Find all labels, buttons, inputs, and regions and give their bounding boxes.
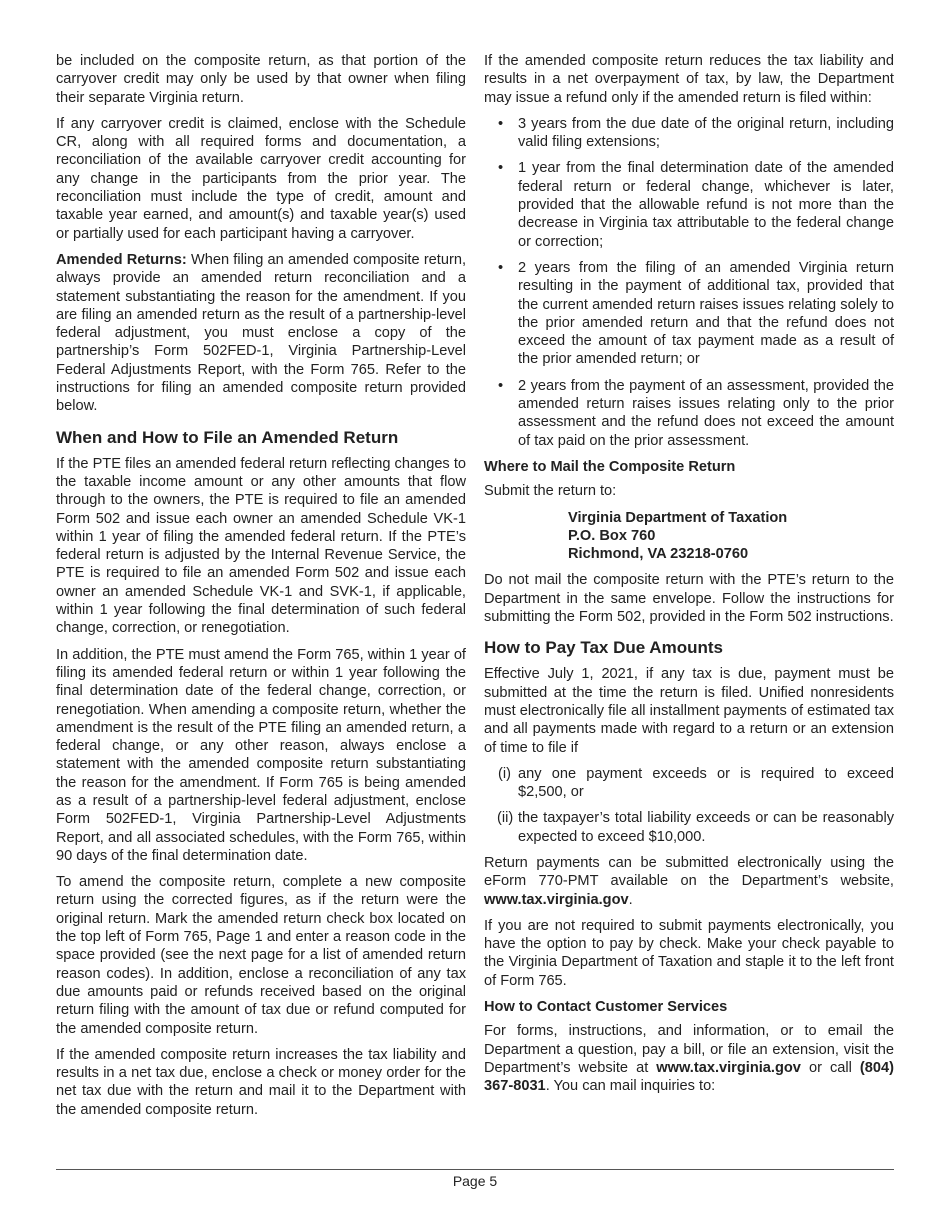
mailing-address	[568, 509, 894, 564]
paragraph-to-amend: To amend the composite return, complete a new composite return using the corrected figures, as if the return were the original return. Mark the amended return check box located on the top left of Form 765, Page 1 and enter a reason code in the space provided (see the next page for a list of amended return reason codes). In addition, enclose a reconciliation of any tax due amounts paid or refunds received based on the original return filing with the amount of tax due or refund computed for the amended composite return.	[56, 874, 466, 1037]
text-segment: .	[628, 891, 633, 908]
paragraph-submit: Submit the return to:	[484, 483, 617, 500]
heading-contact: How to Contact Customer Services	[484, 999, 728, 1016]
text-segment: or call	[800, 1059, 860, 1076]
paragraph-do-not-mail: Do not mail the composite return with the PTE’s return to the Department in the same envelope. Follow the instructions for submitting the Form 502, provided in the Form 502 instructions.	[484, 572, 894, 626]
address-line-2: P.O. Box 760	[568, 527, 656, 544]
bullet-icon: •	[498, 115, 504, 132]
website-link[interactable]: www.tax.virginia.gov	[484, 891, 629, 908]
paragraph-effective: Effective July 1, 2021, if any tax is due, payment must be submitted at the time the return is filed. Unified nonresidents must electronically file all installment payments of estimated tax and all payments made with regard to a return or an extension of time to file if	[484, 666, 894, 756]
heading-when-how-to-file: When and How to File an Amended Return	[56, 427, 399, 447]
heading-where-to-mail: Where to Mail the Composite Return	[484, 458, 736, 475]
list-item-text: 1 year from the final determination date of the amended federal return or federal change, whichever is later, provided that the allowable refund is not more than the decrease in Virginia tax attributable to the federal change or correction;	[518, 160, 894, 250]
website-link[interactable]: www.tax.virginia.gov	[656, 1059, 801, 1076]
list-item	[484, 377, 894, 450]
phone-number: (804) 367-8031	[484, 1059, 894, 1095]
list-item	[484, 259, 894, 369]
bullet-icon: •	[498, 377, 504, 394]
paragraph-not-required: If you are not required to submit payments electronically, you have the option to pay by check. Make your check payable to the Virginia Department of Taxation and staple it to the left front of Form 765.	[484, 917, 894, 989]
list-item	[484, 809, 894, 846]
right-column	[484, 52, 894, 1104]
list-item-text: 2 years from the filing of an amended Virginia return resulting in the payment of additional tax, provided that the current amended return raises issues relating solely to the prior amended return and that the refund does not exceed the amount of tax payment made as a result of the prior amended return; or	[518, 259, 894, 368]
list-item-text: 3 years from the due date of the original return, including valid filing extensions;	[518, 115, 894, 151]
paragraph-carryover: If any carryover credit is claimed, enclose with the Schedule CR, along with all required forms and documentation, a reconciliation of the available carryover credit accounting for any change in the participants from the prior year. The reconciliation must include the type of credit, amount and taxable year earned, and amount(s) and taxable year(s) used or partially used for each participant having a carryover.	[56, 115, 466, 242]
list-number: (ii)	[497, 810, 514, 827]
list-number: (i)	[498, 765, 511, 782]
paragraph-increases-liability: If the amended composite return increases the tax liability and results in a net tax due, enclose a check or money order for the net tax due with the return and mail it to the Department with the amended composite return.	[56, 1046, 466, 1118]
bullet-icon: •	[498, 259, 504, 276]
amended-returns-label: Amended Returns:	[56, 251, 187, 268]
paragraph-return-payments	[484, 854, 894, 909]
list-item	[484, 159, 894, 250]
heading-how-to-pay: How to Pay Tax Due Amounts	[484, 638, 723, 658]
electronic-payment-conditions	[484, 765, 894, 846]
list-item	[484, 115, 894, 152]
paragraph-in-addition: In addition, the PTE must amend the Form 765, within 1 year of filing its amended federal return or within 1 year following the final determination date of the federal change, correction, or renegotiation. When amending a composite return, whether the amendment is the result of the PTE filing an amended return, a federal change, or any other reason, always enclose a statement with the amended composite return substantiating the reason for the amendment. If Form 765 is being amended as a result of a partnership-level federal adjustment, enclose Form 502FED-1, Virginia Partnership-Level Adjustments Report, and all associated schedules, with the Form 765, within 90 days of the final determination date.	[56, 646, 466, 864]
paragraph-amended-returns	[56, 251, 466, 416]
list-item-text: the taxpayer’s total liability exceeds or can be reasonably expected to exceed $10,000.	[518, 810, 894, 845]
paragraph-intro: be included on the composite return, as that portion of the carryover credit may only be used by that owner when filing their separate Virginia return.	[56, 53, 466, 106]
list-item-text: any one payment exceeds or is required to exceed $2,500, or	[518, 765, 894, 801]
paragraph-pte-files: If the PTE files an amended federal return reflecting changes to the taxable income amount or any other amounts that flow through to the owners, the PTE is required to file an amended Form 502 and issue each owner an amended Schedule VK-1 within 1 year of filing the amended federal return. If the PTE’s federal return is adjusted by the Internal Revenue Service, the PTE is required to file an amended Form 502 and issue each owner an amended Schedule VK-1 and SVK-1, if applicable, within 1 year following the final determination of such federal change, correction, or renegotiation.	[56, 455, 466, 637]
footer-divider	[56, 1169, 894, 1170]
list-item-text: 2 years from the payment of an assessment, provided the amended return raises issues relating only to the prior assessment and the refund does not exceed the amount of tax paid on the prior assessment.	[518, 377, 894, 449]
text-segment: Return payments can be submitted electronically using the eForm 770-PMT available on the Department’s website,	[484, 854, 894, 890]
amended-returns-text: When filing an amended composite return, always provide an amended return reconciliation and a statement substantiating the reason for the amendment. If you are filing an amended return as the result of a partnership-level federal adjustment, you must enclose a copy of the partnership’s Form 502FED-1, Virginia Partnership-Level Federal Adjustments Report, with the Form 765. Refer to the instructions for filing an amended composite return provided below.	[56, 251, 466, 415]
paragraph-reduces-liability: If the amended composite return reduces the tax liability and results in a net overpayment of tax, by law, the Department may issue a refund only if the amended return is filed within:	[484, 53, 894, 106]
text-segment: For forms, instructions, and information, or to email the Department a question, pay a bill, or file an extension, visit the Department’s website at	[484, 1023, 894, 1076]
refund-conditions-list	[484, 115, 894, 450]
address-line-1: Virginia Department of Taxation	[568, 509, 788, 526]
address-line-3: Richmond, VA 23218-0760	[568, 546, 749, 563]
paragraph-contact	[484, 1022, 894, 1095]
left-column	[56, 52, 466, 1127]
text-segment: . You can mail inquiries to:	[545, 1078, 716, 1095]
page-number: Page 5	[452, 1173, 498, 1189]
list-item	[484, 765, 894, 802]
bullet-icon: •	[498, 160, 504, 177]
